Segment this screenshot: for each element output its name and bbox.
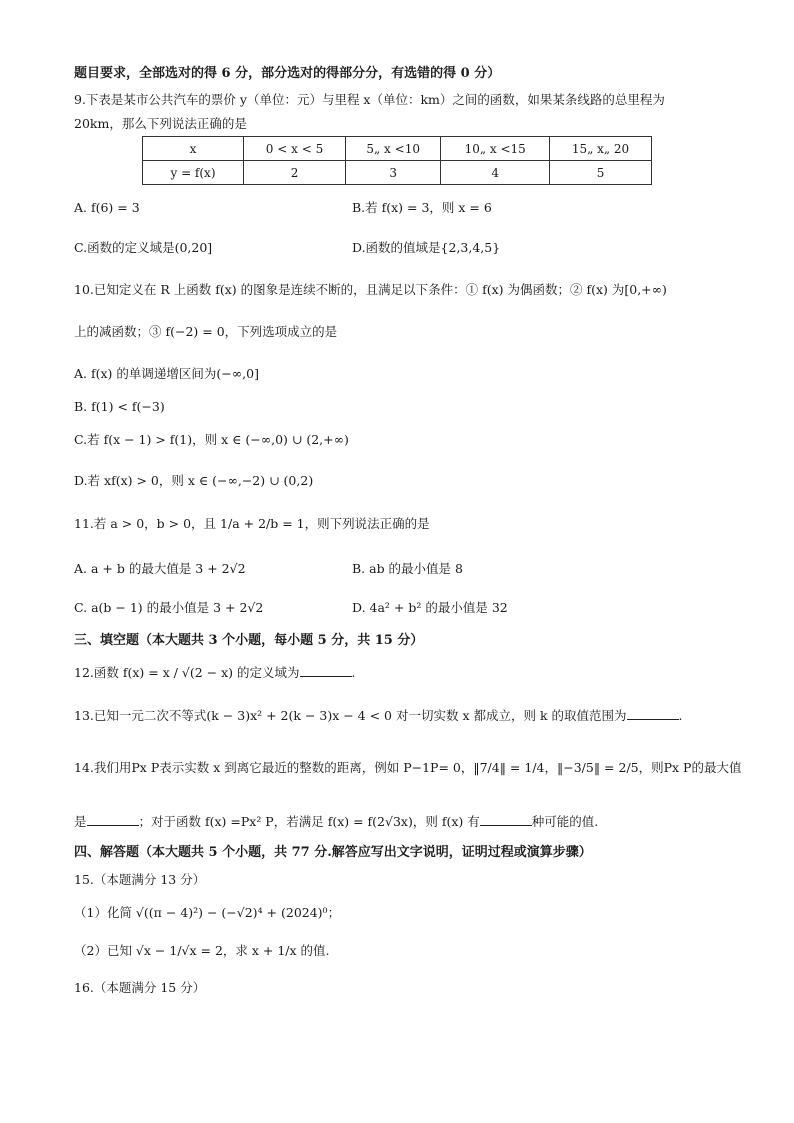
q13-text: 13.已知一元二次不等式(k − 3)x² + 2(k − 3)x − 4 < 0 对一切实数 x 都成立，则 k 的取值范围为	[74, 708, 627, 723]
q9-option-b: B.若 f(x) = 3，则 x = 6	[352, 200, 492, 215]
q11-option-a: A. a + b 的最大值是 3 + 2√2	[74, 561, 246, 576]
q9-option-c: C.函数的定义域是(0,20]	[74, 240, 213, 255]
q16-header: 16.（本题满分 15 分）	[74, 980, 206, 995]
q10-option-d: D.若 xf(x) > 0，则 x ∈ (−∞,−2) ∪ (0,2)	[74, 473, 314, 488]
fare-table	[142, 136, 652, 185]
q11-stem: 11.若 a > 0，b > 0，且 1/a + 2/b = 1，则下列说法正确的是	[74, 516, 430, 531]
q14-text-b: ；对于函数 f(x) =Px² P，若满足 f(x) = f(2√3x)，则 f(x) 有	[138, 814, 480, 829]
q9-option-a: A. f(6) = 3	[74, 200, 140, 215]
table-cell: 3	[346, 161, 441, 185]
q14-text-c: 种可能的值.	[531, 814, 599, 829]
table-cell: x	[143, 137, 244, 161]
q14-text-a: 是	[74, 814, 87, 829]
q11-option-b: B. ab 的最小值是 8	[352, 561, 463, 576]
answer-blank	[87, 813, 139, 826]
table-row	[143, 161, 652, 185]
answer-blank	[480, 813, 532, 826]
section-solutions-heading: 四、解答题（本大题共 5 个小题，共 77 分.解答应写出文字说明，证明过程或演算步骤）	[74, 845, 592, 860]
q15-part2: （2）已知 √x − 1/√x = 2，求 x + 1/x 的值.	[74, 943, 330, 958]
answer-blank	[627, 707, 679, 720]
table-row	[143, 137, 652, 161]
q10-option-a: A. f(x) 的单调递增区间为(−∞,0]	[74, 366, 259, 381]
section-fill-in-heading: 三、填空题（本大题共 3 个小题，每小题 5 分，共 15 分）	[74, 633, 424, 648]
table-cell: 2	[244, 161, 346, 185]
q9-stem-line2: 20km，那么下列说法正确的是	[74, 116, 247, 131]
table-cell: 5	[550, 161, 652, 185]
q11-option-d: D. 4a² + b² 的最小值是 32	[352, 600, 508, 615]
q14-line2	[74, 813, 598, 830]
q12-text: 12.函数 f(x) = x / √(2 − x) 的定义域为	[74, 665, 300, 680]
table-cell: 15„ x„ 20	[550, 137, 652, 161]
q10-option-b: B. f(1) < f(−3)	[74, 399, 165, 414]
table-cell: 5„ x <10	[346, 137, 441, 161]
table-cell: y = f(x)	[143, 161, 244, 185]
q13	[74, 707, 683, 724]
table-cell: 0 < x < 5	[244, 137, 346, 161]
q9-option-d: D.函数的值域是{2,3,4,5}	[352, 240, 501, 255]
q14-line1: 14.我们用Px P表示实数 x 到离它最近的整数的距离，例如 P−1P= 0，‖7/4‖ = 1/4，‖−3/5‖ = 2/5，则Px P的最大值	[74, 760, 742, 775]
q10-stem-line1: 10.已知定义在 R 上函数 f(x) 的图象是连续不断的，且满足以下条件：① f(x) 为偶函数；② f(x) 为[0,+∞)	[74, 282, 667, 297]
q10-option-c: C.若 f(x − 1) > f(1)，则 x ∈ (−∞,0) ∪ (2,+∞)	[74, 432, 349, 447]
q12	[74, 664, 356, 681]
q11-option-c: C. a(b − 1) 的最小值是 3 + 2√2	[74, 600, 264, 615]
table-cell: 10„ x <15	[441, 137, 550, 161]
table-cell: 4	[441, 161, 550, 185]
q9-stem-line1: 9.下表是某市公共汽车的票价 y（单位：元）与里程 x（单位：km）之间的函数，如果某条线路的总里程为	[74, 92, 665, 107]
scoring-instructions: 题目要求，全部选对的得 6 分，部分选对的得部分分，有选错的得 0 分）	[74, 66, 501, 81]
q13-end: .	[678, 708, 683, 723]
q15-part1: （1）化简 √((π − 4)²) − (−√2)⁴ + (2024)⁰；	[74, 905, 341, 920]
answer-blank	[300, 664, 352, 677]
q10-stem-line2: 上的减函数；③ f(−2) = 0，下列选项成立的是	[74, 324, 338, 339]
q15-header: 15.（本题满分 13 分）	[74, 872, 206, 887]
q12-end: .	[351, 665, 356, 680]
